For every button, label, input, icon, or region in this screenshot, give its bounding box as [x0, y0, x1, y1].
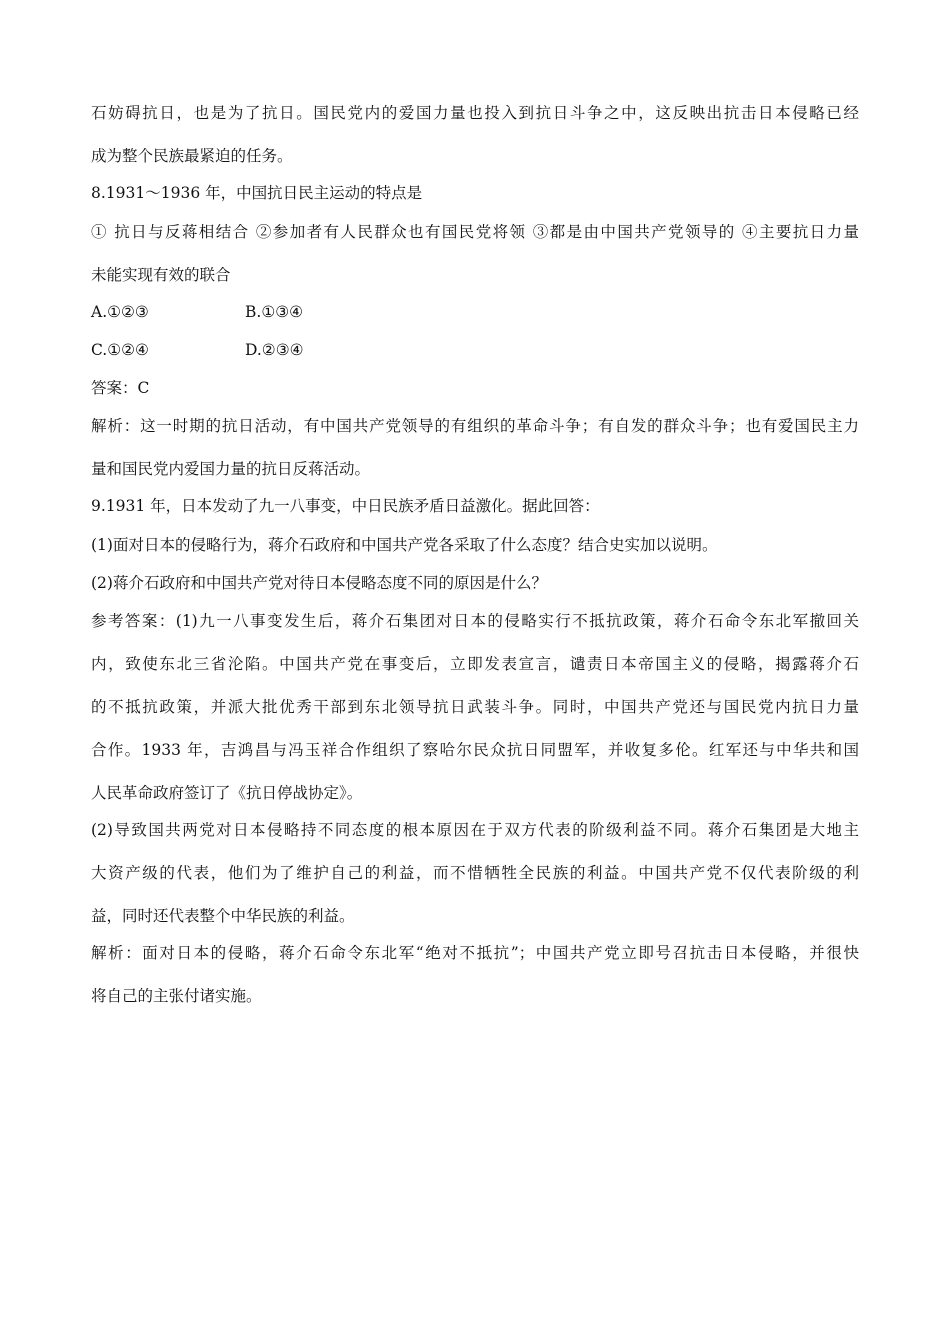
- option-d: D.②③④: [245, 341, 304, 359]
- option-b: B.①③④: [245, 303, 304, 321]
- option-a: A.①②③: [91, 303, 149, 321]
- reference-answer-line-3: 的不抵抗政策，并派大批优秀干部到东北领导抗日武装斗争。同时，中国共产党还与国民党内抗日力量: [91, 698, 859, 716]
- question-9-sub-1: (1)面对日本的侵略行为，蒋介石政府和中国共产党各采取了什么态度？结合史实加以说明。: [91, 536, 718, 554]
- question-8-answer: 答案：C: [91, 379, 150, 397]
- continuation-line-1: 石妨碍抗日，也是为了抗日。国民党内的爱国力量也投入到抗日斗争之中，这反映出抗击日本侵略已经: [91, 104, 859, 122]
- question-9-analysis-line-2: 将自己的主张付诸实施。: [91, 987, 262, 1005]
- continuation-line-2: 成为整个民族最紧迫的任务。: [91, 147, 293, 165]
- question-8-statements-line-1: ① 抗日与反蒋相结合 ②参加者有人民群众也有国民党将领 ③都是由中国共产党领导的 ④主要抗日力量: [91, 223, 859, 241]
- reference-answer-2-line-3: 益，同时还代表整个中华民族的利益。: [91, 907, 355, 925]
- reference-answer-line-5: 人民革命政府签订了《抗日停战协定》。: [91, 784, 363, 802]
- question-8-analysis-line-1: 解析：这一时期的抗日活动，有中国共产党领导的有组织的革命斗争；有自发的群众斗争；也有爱国民主力: [91, 417, 859, 435]
- question-9-analysis-line-1: 解析：面对日本的侵略，蒋介石命令东北军“绝对不抵抗”；中国共产党立即号召抗击日本侵略，并很快: [91, 944, 859, 962]
- question-9-sub-2: (2)蒋介石政府和中国共产党对待日本侵略态度不同的原因是什么？: [91, 574, 547, 592]
- question-9-stem: 9.1931 年，日本发动了九一八事变，中日民族矛盾日益激化。据此回答：: [91, 497, 600, 515]
- reference-answer-2-line-2: 大资产级的代表，他们为了维护自己的利益，而不惜牺牲全民族的利益。中国共产党不仅代表阶级的利: [91, 864, 859, 882]
- question-8-analysis-line-2: 量和国民党内爱国力量的抗日反蒋活动。: [91, 460, 371, 478]
- option-c: C.①②④: [91, 341, 149, 359]
- question-8-stem: 8.1931～1936 年，中国抗日民主运动的特点是: [91, 184, 423, 202]
- reference-answer-line-2: 内，致使东北三省沦陷。中国共产党在事变后，立即发表宣言，谴责日本帝国主义的侵略，揭露蒋介石: [91, 655, 859, 673]
- reference-answer-line-4: 合作。1933 年，吉鸿昌与冯玉祥合作组织了察哈尔民众抗日同盟军，并收复多伦。红军还与中华共和国: [91, 741, 859, 759]
- reference-answer-2-line-1: (2)导致国共两党对日本侵略持不同态度的根本原因在于双方代表的阶级利益不同。蒋介石集团是大地主: [91, 821, 859, 839]
- question-8-statements-line-2: 未能实现有效的联合: [91, 266, 231, 284]
- reference-answer-line-1: 参考答案：(1)九一八事变发生后，蒋介石集团对日本的侵略实行不抵抗政策，蒋介石命令东北军撤回关: [91, 612, 859, 630]
